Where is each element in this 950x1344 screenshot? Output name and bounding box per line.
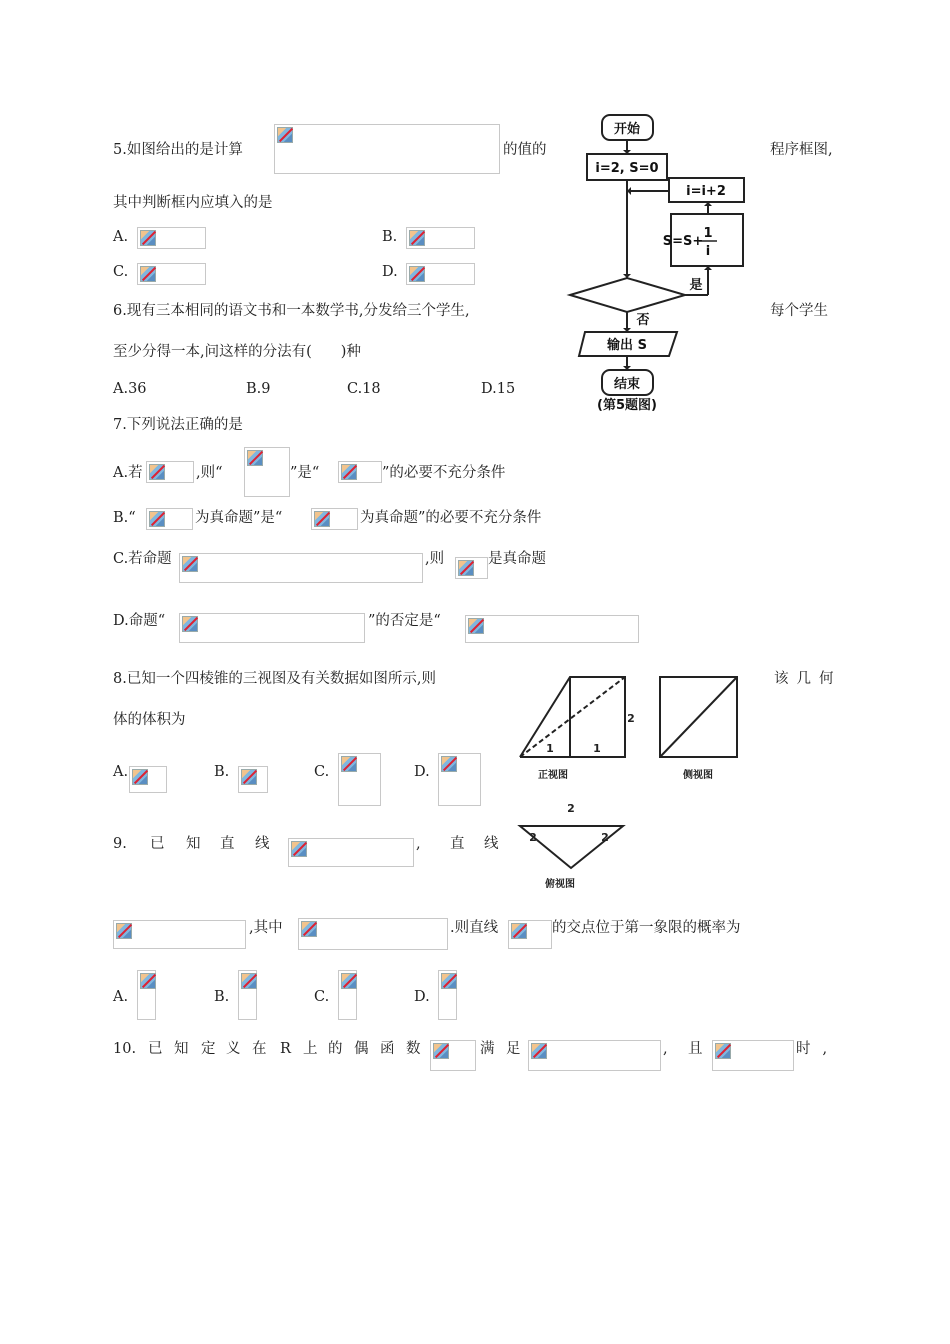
- formula-image: [406, 263, 475, 285]
- option-label: B.: [214, 989, 230, 1005]
- option-label: B.: [214, 764, 230, 780]
- q5-text: 其中判断框内应填入的是: [113, 195, 273, 211]
- q10-text: 在: [252, 1041, 267, 1057]
- formula-image: [528, 1040, 661, 1071]
- formula-image: [179, 613, 365, 643]
- formula-image: [244, 447, 290, 497]
- q10-text: 10.: [113, 1041, 137, 1057]
- top-view-label: 俯视图: [545, 879, 575, 890]
- q10-text: 的: [328, 1041, 343, 1057]
- q7-stem: 7.下列说法正确的是: [113, 417, 243, 433]
- q7-text: 为真命题”的必要不充分条件: [360, 510, 542, 526]
- formula-image: [146, 461, 194, 483]
- q9-text: 直: [450, 836, 465, 852]
- formula-image: [137, 970, 156, 1020]
- q7-text: 是真命题: [488, 551, 546, 567]
- formula-image: [438, 970, 457, 1020]
- option-label: C.: [314, 989, 330, 1005]
- q10-text: 数: [406, 1041, 421, 1057]
- q7-text: A.若: [113, 465, 143, 481]
- q10-text: R: [280, 1041, 291, 1057]
- flow-output: 输出 S: [607, 338, 647, 353]
- formula-image: [298, 918, 448, 950]
- q10-text: 时,: [796, 1041, 840, 1057]
- q9-text: ,其中: [249, 920, 283, 936]
- formula-image: [146, 508, 193, 530]
- formula-image: [274, 124, 500, 174]
- formula-image: [455, 557, 488, 579]
- q5-text: 程序框图,: [770, 142, 833, 158]
- option-label: C.18: [347, 381, 381, 397]
- q10-text: 足: [506, 1041, 521, 1057]
- flow-end: 结束: [613, 377, 641, 392]
- formula-image: [238, 970, 257, 1020]
- q9-text: ,: [416, 836, 421, 852]
- option-label: A.: [113, 764, 129, 780]
- formula-image: [508, 920, 552, 949]
- option-label: D.: [382, 264, 398, 280]
- option-label: D.: [414, 989, 430, 1005]
- flowchart-figure: [565, 110, 765, 415]
- q10-text: 满: [480, 1041, 495, 1057]
- q10-text: 上: [303, 1041, 318, 1057]
- formula-image: [338, 461, 382, 483]
- q9-text: .则直线: [450, 920, 499, 936]
- q7-text: C.若命题: [113, 551, 172, 567]
- option-label: D.: [414, 764, 430, 780]
- flow-sum: S=S+: [662, 234, 704, 249]
- flow-caption: (第5题图): [597, 398, 657, 413]
- q7-text: ”的必要不充分条件: [382, 465, 506, 481]
- side-view-label: 侧视图: [683, 770, 713, 781]
- q10-text: 义: [226, 1041, 241, 1057]
- q9-text: 9.: [113, 836, 127, 852]
- q9-text: 的交点位于第一象限的概率为: [552, 920, 741, 936]
- flow-sum-den: i: [705, 244, 711, 259]
- option-label: C.: [314, 764, 330, 780]
- q10-text: 且: [688, 1041, 703, 1057]
- q6-text: 6.现有三本相同的语文书和一本数学书,分发给三个学生,: [113, 303, 470, 319]
- q7-text: ”是“: [290, 465, 320, 481]
- top-dim-2: 2: [601, 831, 609, 844]
- formula-image: [712, 1040, 794, 1071]
- option-label: A.36: [113, 381, 147, 397]
- q10-text: 知: [174, 1041, 189, 1057]
- q7-text: ,则: [425, 551, 445, 567]
- front-view-label: 正视图: [538, 770, 568, 781]
- front-dim-2: 2: [627, 712, 635, 725]
- q7-text: ”的否定是“: [368, 613, 441, 629]
- formula-image: [338, 970, 357, 1020]
- q5-text: 的值的: [503, 142, 547, 158]
- formula-image: [238, 766, 268, 793]
- flow-start: 开始: [613, 122, 641, 137]
- formula-image: [430, 1040, 476, 1071]
- formula-image: [465, 615, 639, 643]
- flow-inc: i=i+2: [686, 184, 726, 199]
- q9-text: 已: [150, 836, 165, 852]
- three-views-figure: [515, 672, 760, 894]
- formula-image: [338, 753, 381, 806]
- q10-text: 已: [148, 1041, 163, 1057]
- q8-text: 该几何: [774, 671, 842, 687]
- q6-text: 至少分得一本,问这样的分法有( )种: [113, 344, 361, 360]
- q10-text: 偶: [354, 1041, 369, 1057]
- option-label: B.: [382, 229, 398, 245]
- front-dim-1: 1: [593, 742, 601, 755]
- q6-text: 每个学生: [770, 303, 828, 319]
- q7-text: B.“: [113, 510, 136, 526]
- formula-image: [406, 227, 475, 249]
- q9-text: 直: [220, 836, 235, 852]
- formula-image: [438, 753, 481, 806]
- flow-sum-num: 1: [703, 226, 713, 241]
- formula-image: [179, 553, 423, 583]
- q7-text: ,则“: [196, 465, 223, 481]
- formula-image: [113, 920, 246, 949]
- q7-text: 为真命题”是“: [195, 510, 283, 526]
- flow-init: i=2, S=0: [595, 161, 659, 176]
- q8-text: 8.已知一个四棱锥的三视图及有关数据如图所示,则: [113, 671, 436, 687]
- option-label: B.9: [246, 381, 271, 397]
- formula-image: [288, 838, 414, 867]
- q8-text: 体的体积为: [113, 712, 186, 728]
- q9-text: 线: [255, 836, 270, 852]
- formula-image: [129, 766, 167, 793]
- flow-no: 否: [636, 313, 650, 328]
- front-dim-1: 1: [546, 742, 554, 755]
- q10-text: 定: [201, 1041, 216, 1057]
- flow-yes: 是: [689, 278, 703, 293]
- q10-text: ,: [663, 1041, 668, 1057]
- q7-text: D.命题“: [113, 613, 166, 629]
- q10-text: 函: [380, 1041, 395, 1057]
- q9-text: 知: [186, 836, 201, 852]
- option-label: A.: [113, 989, 129, 1005]
- formula-image: [137, 263, 206, 285]
- top-dim-2: 2: [529, 831, 537, 844]
- formula-image: [137, 227, 206, 249]
- q9-text: 线: [484, 836, 499, 852]
- q5-text: 5.如图给出的是计算: [113, 142, 243, 158]
- option-label: D.15: [481, 381, 516, 397]
- formula-image: [311, 508, 358, 530]
- option-label: A.: [113, 229, 129, 245]
- top-dim-2: 2: [567, 802, 575, 815]
- option-label: C.: [113, 264, 129, 280]
